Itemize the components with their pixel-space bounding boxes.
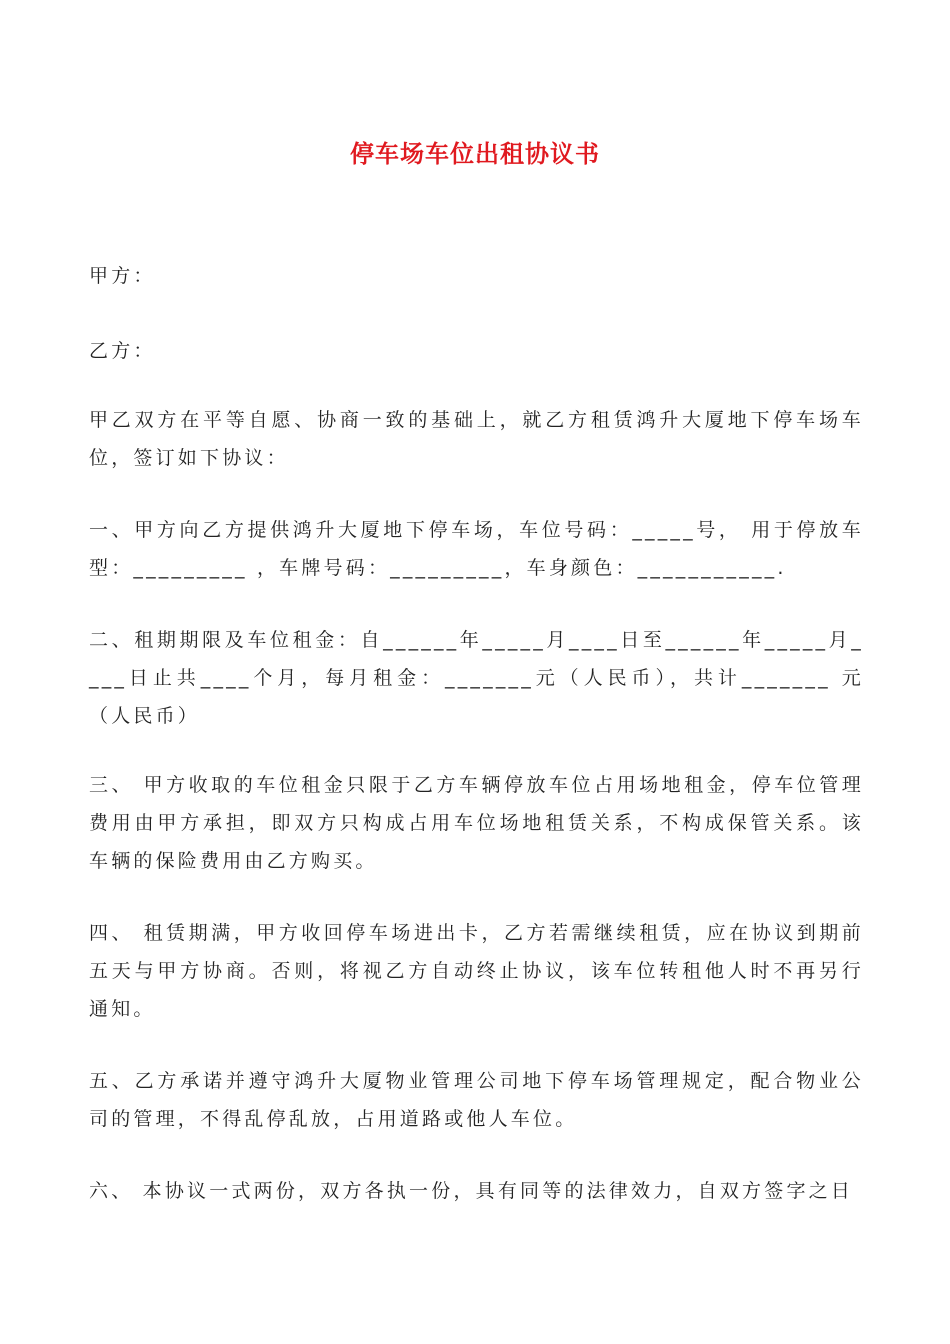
preamble-paragraph: 甲乙双方在平等自愿、协商一致的基础上，就乙方租赁鸿升大厦地下停车场车位，签订如下协议： bbox=[89, 409, 864, 469]
clause-1: 一、甲方向乙方提供鸿升大厦地下停车场，车位号码：_____号， 用于停放车型：_________ ，车牌号码：_________，车身颜色：___________. bbox=[89, 519, 864, 579]
party-b-line: 乙方： bbox=[89, 340, 156, 362]
clause-6: 六、 本协议一式两份，双方各执一份，具有同等的法律效力，自双方签字之日 bbox=[89, 1180, 854, 1202]
clause-4: 四、 租赁期满，甲方收回停车场进出卡，乙方若需继续租赁，应在协议到期前五天与甲方协商。否则，将视乙方自动终止协议，该车位转租他人时不再另行通知。 bbox=[89, 922, 864, 1020]
party-a-line: 甲方： bbox=[89, 265, 156, 287]
document-title: 停车场车位出租协议书 bbox=[350, 140, 600, 168]
clause-3: 三、 甲方收取的车位租金只限于乙方车辆停放车位占用场地租金，停车位管理费用由甲方承担，即双方只构成占用车位场地租赁关系，不构成保管关系。该车辆的保险费用由乙方购买。 bbox=[89, 774, 864, 872]
clause-5: 五、乙方承诺并遵守鸿升大厦物业管理公司地下停车场管理规定，配合物业公司的管理，不得乱停乱放，占用道路或他人车位。 bbox=[89, 1070, 864, 1130]
clause-2: 二、租期期限及车位租金：自______年_____月____日至______年_____月____日止共____个月，每月租金：_______元（人民币），共计_______ 元（人民币） bbox=[89, 629, 864, 727]
